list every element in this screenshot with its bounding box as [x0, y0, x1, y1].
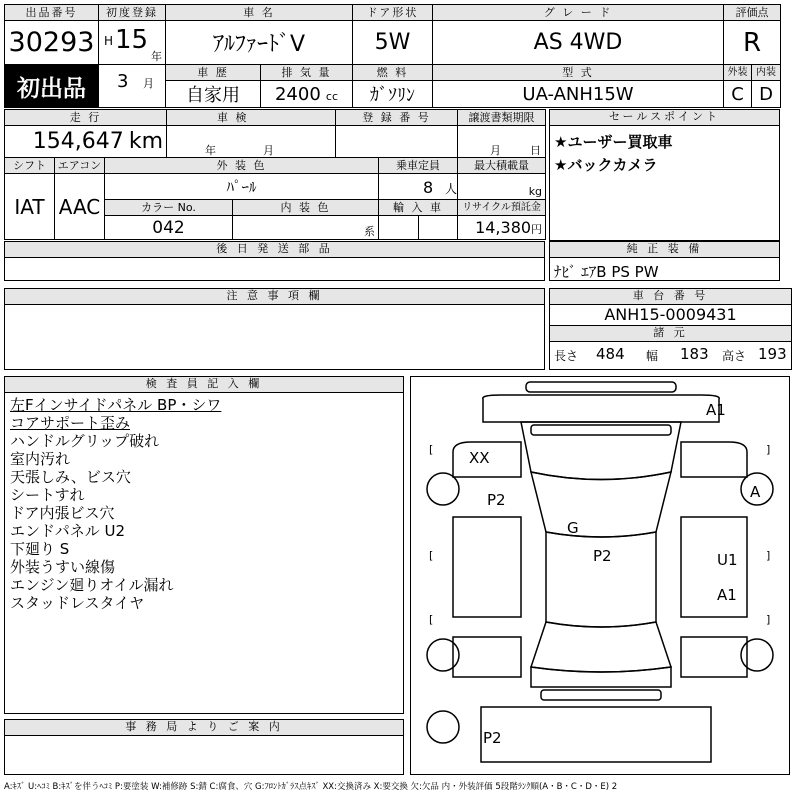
month-unit: 月: [143, 77, 154, 90]
fuel: ｶﾞｿﾘﾝ: [353, 81, 433, 108]
deadline-day-unit: 日: [530, 144, 542, 157]
left-side: [453, 517, 521, 617]
vehicle-info-table: [4, 109, 546, 240]
capacity: [379, 174, 458, 200]
length: 484: [596, 345, 625, 363]
mileage-label: 走 行: [5, 110, 167, 126]
equipment-title: 純 正 装 備: [550, 242, 779, 258]
cc-unit: cc: [325, 89, 338, 103]
history: 自家用: [166, 81, 261, 108]
defect-line: スタッドレスタイヤ: [10, 594, 145, 612]
score-label: 評価点: [724, 5, 781, 21]
defect-line: 天張しみ、ビス穴: [10, 468, 131, 486]
defect-line: エンジン廻りオイル漏れ: [10, 576, 174, 594]
aircon: AAC: [55, 174, 105, 240]
max-load: [458, 174, 546, 200]
mark-a1-right: A1: [717, 586, 737, 604]
defect-line: エンドパネル U2: [10, 522, 125, 540]
inspector-title: 検 査 員 記 入 欄: [5, 377, 403, 393]
first-reg-year-value: 15: [115, 25, 149, 55]
right-rear-fender: [681, 637, 747, 677]
legend: A:ｷｽﾞ U:ﾍｺﾐ B:ｷｽﾞを伴うﾍｺﾐ P:要塗装 W:補修跡 S:錆 C:腐食、穴 G:ﾌﾛﾝﾄｶﾞﾗｽ点ｷｽﾞ XX:交換済み X:要交換 欠:欠品 内・外装評価 5段階ﾗﾝｸ順(A・B・C・D・E) 2: [4, 782, 618, 792]
load-unit: kg: [528, 185, 543, 198]
defect-line: 下廻り S: [10, 540, 70, 558]
bracket-mark: [: [429, 549, 434, 562]
defect-line: コアサポート歪み: [10, 414, 131, 432]
windshield: [531, 472, 671, 537]
sales-points-box: [549, 109, 780, 241]
width-label: 幅: [646, 349, 659, 363]
recycle: [458, 216, 546, 240]
displacement: [261, 81, 353, 108]
spare-wheel: [427, 711, 459, 743]
shift: IAT: [5, 174, 55, 240]
mark-a1-top: A1: [706, 401, 726, 419]
reg-number: [336, 126, 458, 158]
defect-line: シートすれ: [10, 486, 85, 504]
defect-line: 外装うすい線傷: [10, 558, 116, 576]
tailgate: [531, 667, 671, 687]
first-reg-month: [99, 65, 166, 108]
interior-label: 内 装 色: [233, 200, 379, 216]
wheel-rr: [741, 639, 773, 671]
bracket-mark: ]: [766, 549, 771, 562]
reg-number-label: 登 録 番 号: [336, 110, 458, 126]
int-label: 内装: [752, 65, 781, 81]
import-b: [419, 216, 458, 240]
fuel-label: 燃 料: [353, 65, 433, 81]
mark-p2-bottom: P2: [483, 729, 502, 747]
bracket-mark: ]: [766, 443, 771, 456]
defect-line: 室内汚れ: [10, 450, 71, 468]
equipment-value: ﾅﾋﾞ ｴｱB PS PW: [554, 263, 659, 281]
capacity-value: 8: [423, 178, 434, 197]
first-reg-month-value: 3: [117, 71, 129, 92]
color: ﾊﾟｰﾙ: [105, 174, 379, 200]
mileage-value: 154,647: [32, 129, 124, 154]
rear-view: [481, 707, 711, 762]
sales-points-title: セールスポイント: [550, 110, 779, 126]
first-reg-year: [99, 21, 166, 65]
inspector-lines: [5, 393, 403, 612]
bracket-mark: [: [429, 443, 434, 456]
later-parts-title: 後 日 発 送 部 品: [5, 242, 544, 258]
interior: [233, 216, 379, 240]
specs-title: 諸 元: [550, 326, 791, 342]
mark-u1: U1: [717, 551, 738, 569]
recycle-label: リサイクル預託金: [458, 200, 546, 216]
lot-number: 30293: [5, 21, 99, 65]
defect-line: ドア内張ビス穴: [10, 504, 115, 522]
shift-label: シフト: [5, 158, 55, 174]
sales-point-1: ★ユーザー買取車: [554, 133, 673, 151]
right-front-fender: [681, 442, 747, 477]
first-reg-label: 初度登録: [99, 5, 166, 21]
chassis-number: ANH15-0009431: [550, 305, 791, 326]
wheel-rl: [427, 639, 459, 671]
car-name: ｱﾙﾌｧｰﾄﾞV: [166, 21, 353, 65]
grille: [531, 425, 671, 435]
score: R: [724, 21, 781, 65]
grade: AS 4WD: [433, 21, 724, 65]
hood-front: [483, 395, 719, 422]
office-title: 事 務 局 よ り ご 案 内: [5, 720, 403, 736]
colorno-label: カラー No.: [105, 200, 233, 216]
mileage: [5, 126, 167, 158]
front-bumper-top: [526, 382, 676, 392]
capacity-label: 乗車定員: [379, 158, 458, 174]
history-label: 車 歴: [166, 65, 261, 81]
rear-bumper: [541, 690, 661, 700]
mark-g: G: [567, 519, 579, 537]
height: 193: [758, 345, 787, 363]
car-name-label: 車 名: [166, 5, 353, 21]
notes-title: 注 意 事 項 欄: [5, 289, 544, 305]
width: 183: [680, 345, 709, 363]
header-table: [4, 4, 781, 108]
bracket-mark: ]: [766, 613, 771, 626]
defect-line: 左Fインサイドパネル BP・シワ: [10, 396, 222, 414]
displacement-label: 排 気 量: [261, 65, 353, 81]
import-label: 輸 入 車: [379, 200, 458, 216]
color-label: 外 装 色: [105, 158, 379, 174]
deadline: [458, 126, 546, 158]
chassis-box: [549, 288, 792, 370]
model-label: 型 式: [433, 65, 724, 81]
left-rear-fender: [453, 637, 521, 677]
lot-label: 出品番号: [5, 5, 99, 21]
inspector-box: [4, 376, 404, 714]
sales-point-2: ★バックカメラ: [554, 156, 658, 174]
equipment-box: [549, 241, 780, 281]
defect-line: ハンドルグリップ破れ: [10, 432, 160, 450]
load-label: 最大積載量: [458, 158, 546, 174]
yen-unit: 円: [531, 223, 543, 236]
hood: [521, 422, 681, 480]
wheel-fl: [427, 473, 459, 505]
ext-label: 外装: [724, 65, 752, 81]
deadline-label: 譲渡書類期限: [458, 110, 546, 126]
colorno: 042: [105, 216, 233, 240]
import-a: [379, 216, 419, 240]
grade-label: グ レ ー ド: [433, 5, 724, 21]
mark-xx: XX: [469, 449, 490, 467]
displacement-value: 2400: [274, 83, 321, 105]
aircon-label: エアコン: [55, 158, 105, 174]
notes-box: [4, 288, 545, 370]
length-label: 長さ: [554, 349, 579, 363]
doors: 5W: [353, 21, 433, 65]
mark-p2-center: P2: [593, 547, 612, 565]
mark-p2-left: P2: [487, 491, 506, 509]
ext-grade: C: [724, 81, 752, 108]
specs-row: [550, 342, 791, 368]
era: H: [104, 34, 114, 48]
rear-window: [531, 622, 671, 672]
inspection-date: [167, 126, 336, 158]
inspection-month-unit: 月: [263, 144, 275, 157]
height-label: 高さ: [722, 349, 747, 363]
int-grade: D: [752, 81, 781, 108]
deadline-month-unit: 月: [490, 144, 502, 157]
mark-a-right: A: [750, 483, 761, 501]
car-diagram-box: [410, 376, 790, 775]
model: UA-ANH15W: [433, 81, 724, 108]
capacity-unit: 人: [445, 182, 458, 196]
recycle-value: 14,380: [475, 218, 532, 237]
first-listing-badge: 初出品: [5, 65, 99, 108]
later-parts-box: [4, 241, 545, 281]
inspection-label: 車 検: [167, 110, 336, 126]
interior-suffix: 系: [364, 225, 376, 238]
office-box: [4, 719, 404, 775]
doors-label: ドア形状: [353, 5, 433, 21]
chassis-title: 車 台 番 号: [550, 289, 791, 305]
car-diagram: [411, 377, 789, 774]
inspection-year-unit: 年: [205, 144, 217, 157]
bracket-mark: [: [429, 613, 434, 626]
year-unit: 年: [151, 50, 162, 63]
km-unit: km: [128, 129, 164, 154]
